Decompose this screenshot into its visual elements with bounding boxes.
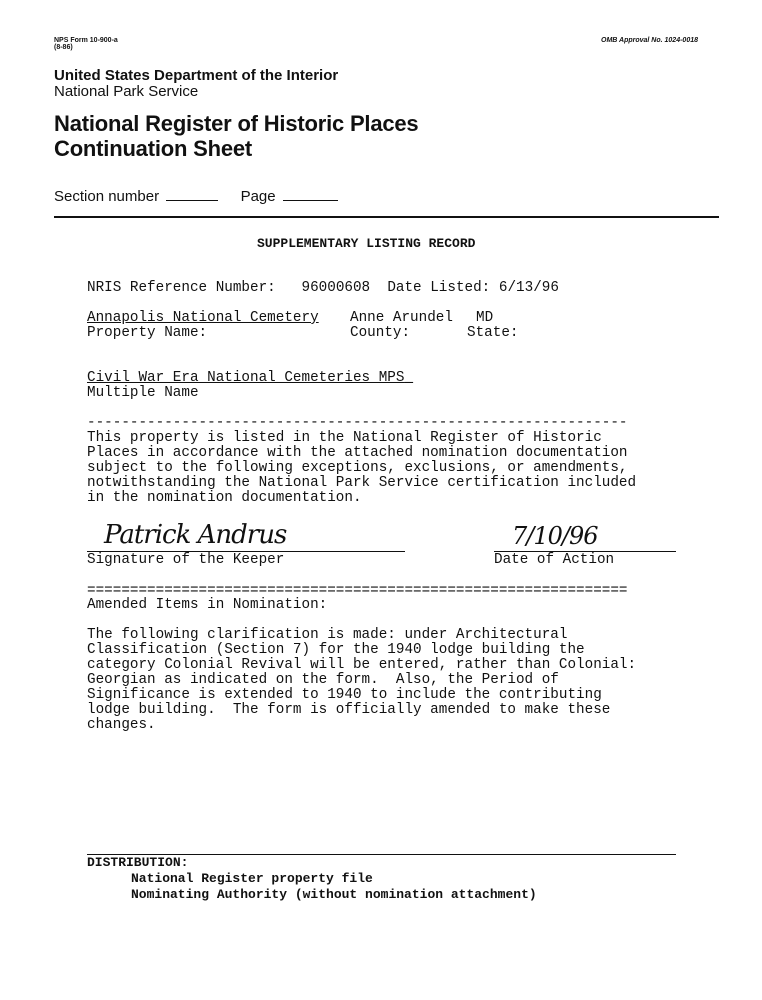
multiple-name-value: Civil War Era National Cemeteries MPS_ xyxy=(87,370,414,386)
amendment-line: Significance is extended to 1940 to include the contributing xyxy=(87,687,602,703)
record-heading: SUPPLEMENTARY LISTING RECORD xyxy=(257,236,476,251)
nris-value: 96000608 xyxy=(301,280,371,296)
statement-line: in the nomination documentation. xyxy=(87,490,362,506)
nris-label: NRIS Reference Number: xyxy=(87,280,276,296)
county-value: Anne Arundel xyxy=(350,310,453,326)
agency-name: United States Department of the Interior xyxy=(54,67,339,84)
amendment-line: lodge building. The form is officially amended to make these xyxy=(87,702,611,718)
document-title-line2: Continuation Sheet xyxy=(54,136,253,161)
amendment-line: category Colonial Revival will be entered, rather than Colonial: xyxy=(87,657,637,673)
state-value: MD xyxy=(476,310,494,326)
service-name: National Park Service xyxy=(54,83,199,100)
state-label: State: xyxy=(467,325,519,341)
signature-label: Signature of the Keeper xyxy=(87,552,285,568)
multiple-name-label: Multiple Name xyxy=(87,385,199,401)
statement-line: This property is listed in the National Register of Historic xyxy=(87,430,602,446)
date-listed-label: Date Listed: xyxy=(387,280,491,296)
amended-heading: Amended Items in Nomination: xyxy=(87,597,328,613)
form-number: NPS Form 10-900-a xyxy=(54,37,118,44)
distribution-heading: DISTRIBUTION: xyxy=(87,855,189,870)
dash-separator: --------------------------------------------------------------- xyxy=(87,415,628,431)
equals-separator: =============================================================== xyxy=(87,583,628,599)
nris-row xyxy=(87,281,559,296)
section-number-field xyxy=(54,188,338,205)
section-number-label: Section number xyxy=(54,188,160,205)
statement-line: subject to the following exceptions, exclusions, or amendments, xyxy=(87,460,628,476)
header-rule xyxy=(54,216,719,218)
property-name-value: Annapolis National Cemetery xyxy=(87,310,319,326)
amendment-line: changes. xyxy=(87,717,156,733)
keeper-signature: Patrick Andrus xyxy=(104,520,287,550)
section-number-blank xyxy=(166,199,218,201)
document-title-line1: National Register of Historic Places xyxy=(54,111,419,136)
date-listed-value: 6/13/96 xyxy=(498,280,559,296)
distribution-item: National Register property file xyxy=(131,871,373,886)
property-name-label: Property Name: xyxy=(87,325,208,341)
amendment-line: Georgian as indicated on the form. Also, the Period of xyxy=(87,672,559,688)
form-date: (8-86) xyxy=(54,44,73,51)
statement-line: Places in accordance with the attached nomination documentation xyxy=(87,445,628,461)
omb-approval: OMB Approval No. 1024-0018 xyxy=(601,37,698,44)
page-label: Page xyxy=(240,188,276,205)
county-label: County: xyxy=(350,325,411,341)
amendment-line: Classification (Section 7) for the 1940 lodge building the xyxy=(87,642,585,658)
action-date-handwritten: 7/10/96 xyxy=(512,522,598,550)
page-number-blank xyxy=(283,199,338,201)
date-of-action-label: Date of Action xyxy=(494,552,615,568)
amendment-line: The following clarification is made: under Architectural xyxy=(87,627,568,643)
amendment-text xyxy=(87,628,636,733)
statement-line: notwithstanding the National Park Service certification included xyxy=(87,475,637,491)
listing-statement xyxy=(87,431,636,506)
distribution-item: Nominating Authority (without nomination attachment) xyxy=(131,887,537,902)
